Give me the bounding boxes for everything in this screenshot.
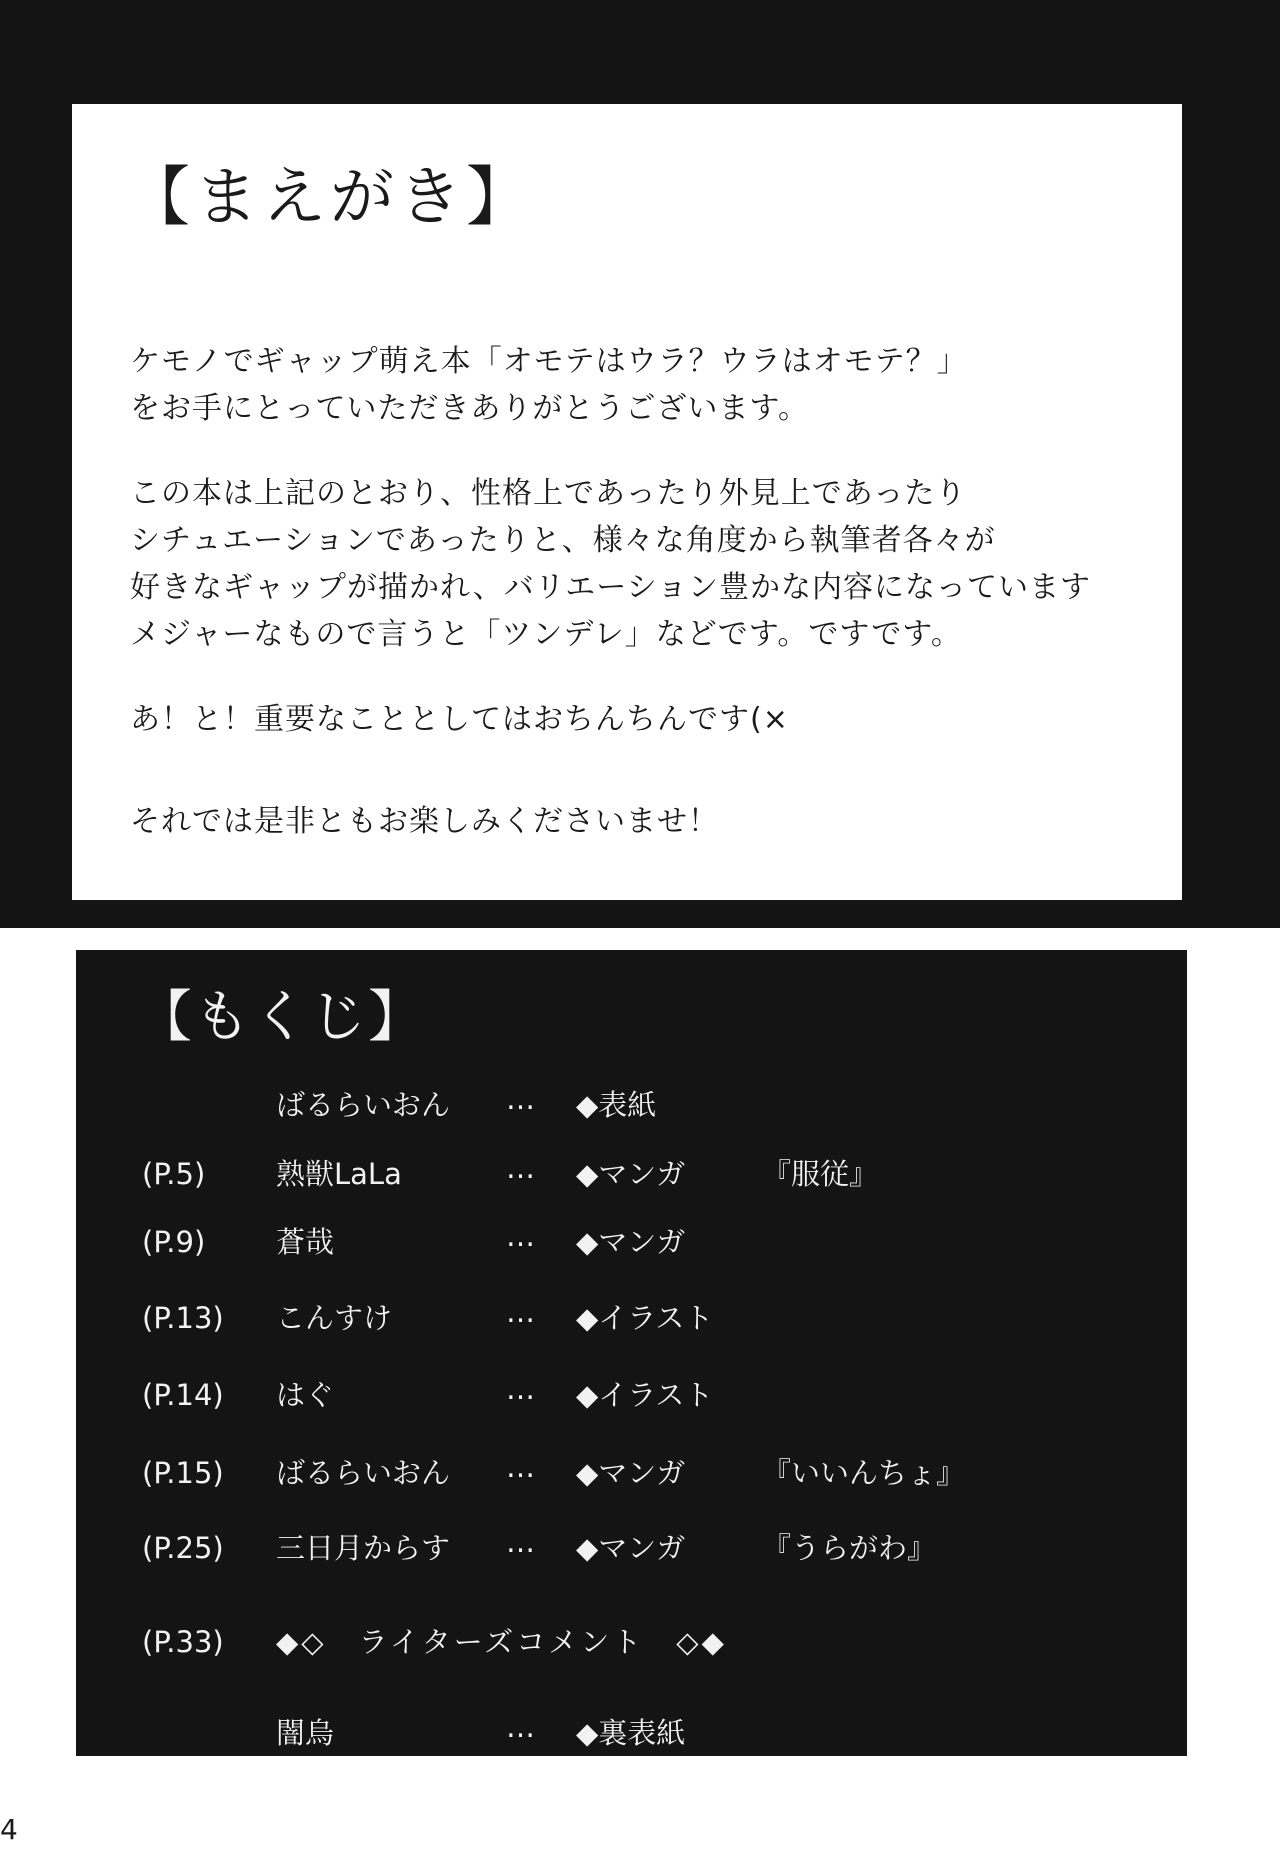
toc-row — [76, 1370, 1187, 1420]
toc-row — [76, 1080, 1187, 1130]
toc-page: (P.25) — [142, 1531, 224, 1565]
toc-dots: … — [506, 1372, 537, 1406]
toc-title: 【もくじ】 — [136, 985, 426, 1050]
preface-title: 【まえがき】 — [126, 161, 534, 235]
toc-author: 闇烏 — [276, 1716, 335, 1750]
toc-page: (P.5) — [142, 1157, 206, 1191]
toc-type: ◆マンガ — [576, 1157, 686, 1191]
preface-paragraph-1: ケモノでギャップ萌え本「オモテはウラ？ウラはオモテ？」 をお手にとっていただきありがとうございます。 — [130, 344, 968, 426]
toc-work: 『いいんちょ』 — [762, 1456, 966, 1490]
toc-row — [76, 1523, 1187, 1573]
toc-type: ◆マンガ — [576, 1456, 686, 1490]
toc-dots: … — [506, 1219, 537, 1253]
toc-author: 三日月からす — [276, 1531, 451, 1565]
preface-paragraph-3: あ！と！重要なこととしてはおちんちんです(× — [130, 702, 789, 737]
toc-dots: … — [506, 1295, 537, 1329]
preface-paragraph-2: この本は上記のとおり、性格上であったり外見上であったり シチュエーションであったりと、様々な角度から執筆者各々が 好きなギャップが描かれ、バリエーション豊かな内容になっています メジャーなもので言うと「ツンデレ」などです。ですです。 — [130, 476, 1091, 652]
toc-type: ◆マンガ — [576, 1225, 686, 1259]
toc-author: ばるらいおん — [276, 1088, 451, 1122]
toc-author: 熟獣LaLa — [276, 1157, 402, 1191]
toc-row — [76, 1448, 1187, 1498]
toc-writers-row — [76, 1617, 1187, 1667]
toc-work: 『うらがわ』 — [762, 1531, 937, 1565]
toc-dots: … — [506, 1450, 537, 1484]
toc-dots: … — [506, 1082, 537, 1116]
toc-dots: … — [506, 1525, 537, 1559]
toc-row — [76, 1217, 1187, 1267]
page-number: 4 — [0, 1813, 18, 1846]
toc-writers-comment: ◆◇ ライターズコメント ◇◆ — [276, 1625, 727, 1659]
toc-page: (P.33) — [142, 1625, 224, 1659]
toc-type: ◆イラスト — [576, 1301, 714, 1335]
preface-paragraph-4: それでは是非ともお楽しみくださいませ！ — [130, 804, 719, 839]
toc-dots: … — [506, 1151, 537, 1185]
toc-type: ◆イラスト — [576, 1378, 714, 1412]
toc-author: ばるらいおん — [276, 1456, 451, 1490]
toc-type: ◆マンガ — [576, 1531, 686, 1565]
toc-work: 『服従』 — [762, 1157, 879, 1191]
toc-dots: … — [506, 1710, 537, 1744]
table-of-contents — [76, 950, 1187, 1756]
toc-type: ◆裏表紙 — [576, 1716, 686, 1750]
toc-page: (P.15) — [142, 1456, 224, 1490]
toc-page: (P.9) — [142, 1225, 206, 1259]
preface-section — [72, 104, 1182, 900]
toc-type: ◆表紙 — [576, 1088, 657, 1122]
toc-row — [76, 1149, 1187, 1199]
toc-page: (P.13) — [142, 1301, 224, 1335]
toc-author: こんすけ — [276, 1301, 393, 1335]
toc-author: はぐ — [276, 1378, 335, 1412]
toc-row — [76, 1708, 1187, 1758]
toc-author: 蒼哉 — [276, 1225, 335, 1259]
toc-page: (P.14) — [142, 1378, 224, 1412]
toc-row — [76, 1293, 1187, 1343]
